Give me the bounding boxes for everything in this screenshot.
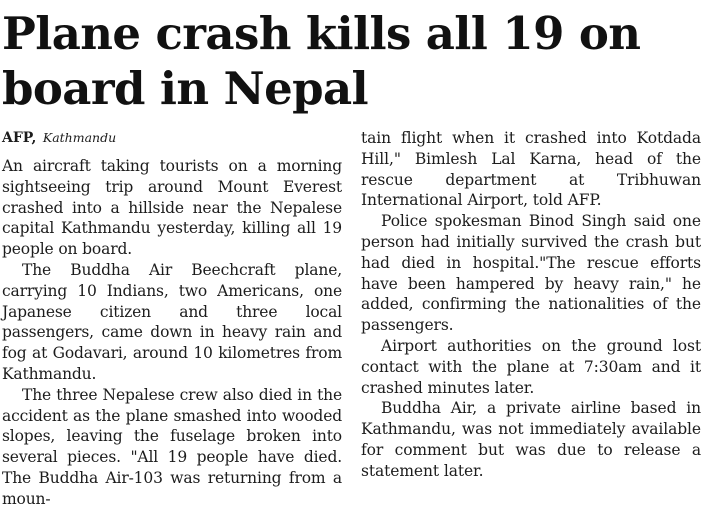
article-headline: Plane crash kills all 19 on board in Nepal	[2, 7, 641, 115]
article-column-left	[2, 128, 342, 510]
article-paragraph: Airport authorities on the ground lost contact with the plane at 7:30am and it crashed minutes later.	[361, 336, 701, 397]
byline-agency: AFP,	[2, 130, 37, 146]
article-column-right	[361, 128, 701, 482]
byline-location: Kathmandu	[42, 130, 117, 145]
article-paragraph: The three Nepalese crew also died in the accident as the plane smashed into wooded slopes, leaving the fuselage broken into several pieces. "All 19 people have died. The Buddha Air-103 was returning from a moun-	[2, 385, 342, 508]
article-paragraph: The Buddha Air Beechcraft plane, carrying 10 Indians, two Americans, one Japanese citizen and three local passengers, came down in heavy rain and fog at Godavari, around 10 kilometres from Kathmandu.	[2, 260, 342, 383]
article-paragraph: Buddha Air, a private airline based in Kathmandu, was not immediately available for comment but was due to release a statement later.	[361, 399, 701, 480]
byline	[2, 128, 342, 148]
article-paragraph: An aircraft taking tourists on a morning sightseeing trip around Mount Everest crashed into a hillside near the Nepalese capital Kathmandu yesterday, killing all 19 people on board.	[2, 157, 342, 259]
article-paragraph: Police spokesman Binod Singh said one person had initially survived the crash but had died in hospital."The rescue efforts have been hampered by heavy rain," he added, confirming the nationalities of the passengers.	[361, 212, 701, 335]
article-paragraph: tain flight when it crashed into Kotdada Hill," Bimlesh Lal Karna, head of the rescue department at Tribhuwan International Airport, told AFP.	[361, 129, 701, 210]
